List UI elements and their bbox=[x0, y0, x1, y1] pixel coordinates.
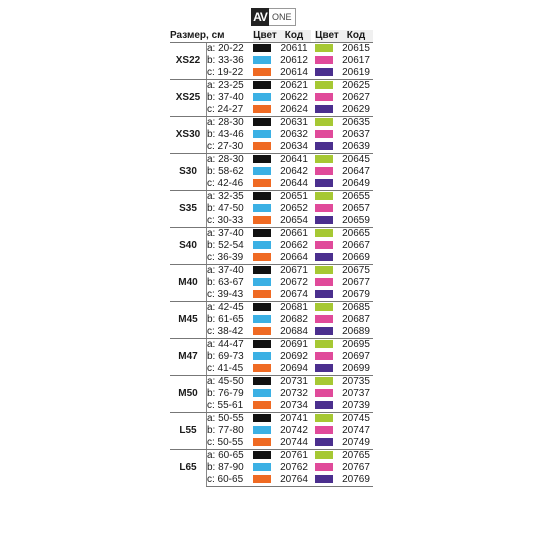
code-cell: 20691 bbox=[277, 339, 311, 352]
purple-swatch bbox=[315, 142, 333, 150]
code-cell: 20764 bbox=[277, 474, 311, 487]
size-name: XS22 bbox=[170, 43, 207, 80]
blue-swatch bbox=[253, 56, 271, 64]
size-range: b: 76-79 bbox=[207, 388, 254, 400]
lime-swatch bbox=[315, 414, 333, 422]
color-cell bbox=[315, 92, 339, 104]
logo-mark: AV bbox=[251, 8, 269, 26]
orange-swatch bbox=[253, 327, 271, 335]
lime-swatch bbox=[315, 377, 333, 385]
code-cell: 20655 bbox=[339, 191, 373, 204]
blue-swatch bbox=[253, 167, 271, 175]
size-name: XS30 bbox=[170, 117, 207, 154]
size-range: c: 38-42 bbox=[207, 326, 254, 339]
size-range: c: 36-39 bbox=[207, 252, 254, 265]
blue-swatch bbox=[253, 426, 271, 434]
code-cell: 20734 bbox=[277, 400, 311, 413]
orange-swatch bbox=[253, 364, 271, 372]
purple-swatch bbox=[315, 290, 333, 298]
size-range: b: 77-80 bbox=[207, 425, 254, 437]
size-name: M50 bbox=[170, 376, 207, 413]
table-row bbox=[170, 117, 373, 130]
code-cell: 20627 bbox=[342, 92, 370, 103]
lime-swatch bbox=[315, 451, 333, 459]
size-range: a: 32-35 bbox=[207, 191, 254, 204]
black-swatch bbox=[253, 414, 271, 422]
color-cell bbox=[253, 203, 277, 215]
color-cell bbox=[253, 92, 277, 104]
pink-swatch bbox=[315, 93, 333, 101]
code-cell: 20647 bbox=[342, 166, 370, 177]
orange-swatch bbox=[253, 401, 271, 409]
purple-swatch bbox=[315, 105, 333, 113]
orange-swatch bbox=[253, 253, 271, 261]
size-range: b: 37-40 bbox=[207, 92, 254, 104]
size-range: a: 20-22 bbox=[207, 43, 254, 56]
color-cell bbox=[253, 413, 277, 426]
lime-swatch bbox=[315, 155, 333, 163]
color-cell bbox=[315, 388, 339, 400]
header-color-1: Цвет bbox=[253, 30, 277, 41]
size-name: M47 bbox=[170, 339, 207, 376]
lime-swatch bbox=[315, 192, 333, 200]
code-cell: 20639 bbox=[339, 141, 373, 154]
code-cell: 20674 bbox=[277, 289, 311, 302]
pink-swatch bbox=[315, 426, 333, 434]
size-name: L55 bbox=[170, 413, 207, 450]
color-cell bbox=[315, 363, 339, 376]
color-cell bbox=[315, 265, 339, 278]
color-cell bbox=[315, 141, 339, 154]
purple-swatch bbox=[315, 253, 333, 261]
header-code-1: Код bbox=[277, 30, 311, 43]
purple-swatch bbox=[315, 216, 333, 224]
code-cell: 20737 bbox=[342, 388, 370, 399]
code-cell: 20671 bbox=[277, 265, 311, 278]
lime-swatch bbox=[315, 44, 333, 52]
table-body bbox=[170, 43, 373, 487]
code-cell: 20684 bbox=[277, 326, 311, 339]
color-cell bbox=[253, 191, 277, 204]
table-row bbox=[170, 339, 373, 352]
orange-swatch bbox=[253, 290, 271, 298]
blue-swatch bbox=[253, 241, 271, 249]
code-cell: 20621 bbox=[277, 80, 311, 93]
size-name: M45 bbox=[170, 302, 207, 339]
size-range: a: 23-25 bbox=[207, 80, 254, 93]
brand-logo bbox=[251, 8, 296, 26]
size-range: b: 63-67 bbox=[207, 277, 254, 289]
size-range: b: 43-46 bbox=[207, 129, 254, 141]
size-range: a: 37-40 bbox=[207, 265, 254, 278]
color-cell bbox=[253, 339, 277, 352]
pink-swatch bbox=[315, 278, 333, 286]
black-swatch bbox=[253, 340, 271, 348]
pink-swatch bbox=[315, 204, 333, 212]
size-range: c: 27-30 bbox=[207, 141, 254, 154]
size-range: c: 39-43 bbox=[207, 289, 254, 302]
color-cell bbox=[253, 141, 277, 154]
pink-swatch bbox=[315, 130, 333, 138]
size-name: M40 bbox=[170, 265, 207, 302]
size-range: a: 42-45 bbox=[207, 302, 254, 315]
size-range: b: 33-36 bbox=[207, 55, 254, 67]
color-cell bbox=[315, 314, 339, 326]
color-cell bbox=[253, 252, 277, 265]
size-range: c: 42-46 bbox=[207, 178, 254, 191]
table-row bbox=[170, 302, 373, 315]
color-cell bbox=[315, 400, 339, 413]
blue-swatch bbox=[253, 352, 271, 360]
color-cell bbox=[253, 289, 277, 302]
code-cell: 20665 bbox=[339, 228, 373, 241]
color-cell bbox=[315, 326, 339, 339]
code-cell: 20652 bbox=[280, 203, 308, 214]
code-cell: 20739 bbox=[339, 400, 373, 413]
code-cell: 20732 bbox=[280, 388, 308, 399]
code-cell: 20634 bbox=[277, 141, 311, 154]
logo-text: ONE bbox=[269, 8, 296, 26]
code-cell: 20659 bbox=[339, 215, 373, 228]
black-swatch bbox=[253, 81, 271, 89]
code-cell: 20687 bbox=[342, 314, 370, 325]
color-cell bbox=[253, 117, 277, 130]
code-cell: 20649 bbox=[339, 178, 373, 191]
color-cell bbox=[315, 43, 339, 56]
pink-swatch bbox=[315, 56, 333, 64]
code-cell: 20624 bbox=[277, 104, 311, 117]
code-cell: 20697 bbox=[342, 351, 370, 362]
code-cell: 20679 bbox=[339, 289, 373, 302]
code-cell: 20742 bbox=[280, 425, 308, 436]
blue-swatch bbox=[253, 93, 271, 101]
code-cell: 20654 bbox=[277, 215, 311, 228]
size-name: S30 bbox=[170, 154, 207, 191]
color-cell bbox=[253, 400, 277, 413]
code-cell: 20675 bbox=[339, 265, 373, 278]
code-cell: 20662 bbox=[280, 240, 308, 251]
orange-swatch bbox=[253, 216, 271, 224]
code-cell: 20641 bbox=[277, 154, 311, 167]
color-cell bbox=[315, 474, 339, 487]
code-cell: 20632 bbox=[280, 129, 308, 140]
black-swatch bbox=[253, 266, 271, 274]
orange-swatch bbox=[253, 475, 271, 483]
size-range: b: 58-62 bbox=[207, 166, 254, 178]
size-range: c: 55-61 bbox=[207, 400, 254, 413]
size-name: XS25 bbox=[170, 80, 207, 117]
code-cell: 20692 bbox=[280, 351, 308, 362]
code-cell: 20677 bbox=[342, 277, 370, 288]
color-cell bbox=[253, 178, 277, 191]
color-cell bbox=[315, 252, 339, 265]
color-cell bbox=[253, 376, 277, 389]
size-range: a: 44-47 bbox=[207, 339, 254, 352]
size-range: b: 87-90 bbox=[207, 462, 254, 474]
color-cell bbox=[253, 450, 277, 463]
table-row bbox=[170, 80, 373, 93]
color-cell bbox=[315, 203, 339, 215]
color-cell bbox=[315, 55, 339, 67]
color-cell bbox=[315, 240, 339, 252]
black-swatch bbox=[253, 451, 271, 459]
code-cell: 20614 bbox=[277, 67, 311, 80]
orange-swatch bbox=[253, 142, 271, 150]
color-cell bbox=[315, 228, 339, 241]
code-cell: 20731 bbox=[277, 376, 311, 389]
pink-swatch bbox=[315, 241, 333, 249]
color-cell bbox=[315, 129, 339, 141]
pink-swatch bbox=[315, 167, 333, 175]
color-cell bbox=[315, 178, 339, 191]
size-name: L65 bbox=[170, 450, 207, 487]
color-cell bbox=[253, 129, 277, 141]
purple-swatch bbox=[315, 68, 333, 76]
table-row bbox=[170, 450, 373, 463]
pink-swatch bbox=[315, 352, 333, 360]
purple-swatch bbox=[315, 327, 333, 335]
code-cell: 20661 bbox=[277, 228, 311, 241]
size-range: a: 28-30 bbox=[207, 154, 254, 167]
size-range: c: 60-65 bbox=[207, 474, 254, 487]
code-cell: 20672 bbox=[280, 277, 308, 288]
color-cell bbox=[315, 117, 339, 130]
orange-swatch bbox=[253, 68, 271, 76]
size-range: a: 45-50 bbox=[207, 376, 254, 389]
black-swatch bbox=[253, 44, 271, 52]
code-cell: 20612 bbox=[280, 55, 308, 66]
code-cell: 20629 bbox=[339, 104, 373, 117]
purple-swatch bbox=[315, 364, 333, 372]
color-cell bbox=[253, 462, 277, 474]
color-cell bbox=[253, 437, 277, 450]
lime-swatch bbox=[315, 303, 333, 311]
code-cell: 20695 bbox=[339, 339, 373, 352]
table-row bbox=[170, 228, 373, 241]
code-cell: 20761 bbox=[277, 450, 311, 463]
code-cell: 20622 bbox=[280, 92, 308, 103]
header-color-2: Цвет bbox=[315, 30, 339, 41]
size-range: b: 47-50 bbox=[207, 203, 254, 215]
code-cell: 20682 bbox=[280, 314, 308, 325]
table-row bbox=[170, 154, 373, 167]
purple-swatch bbox=[315, 438, 333, 446]
color-cell bbox=[253, 388, 277, 400]
color-cell bbox=[315, 80, 339, 93]
code-cell: 20635 bbox=[339, 117, 373, 130]
code-cell: 20651 bbox=[277, 191, 311, 204]
lime-swatch bbox=[315, 340, 333, 348]
code-cell: 20617 bbox=[342, 55, 370, 66]
color-cell bbox=[253, 55, 277, 67]
code-cell: 20611 bbox=[277, 43, 311, 56]
code-cell: 20694 bbox=[277, 363, 311, 376]
code-cell: 20744 bbox=[277, 437, 311, 450]
size-range: a: 50-55 bbox=[207, 413, 254, 426]
color-cell bbox=[315, 277, 339, 289]
purple-swatch bbox=[315, 179, 333, 187]
size-name: S40 bbox=[170, 228, 207, 265]
color-cell bbox=[253, 314, 277, 326]
color-cell bbox=[253, 67, 277, 80]
orange-swatch bbox=[253, 438, 271, 446]
color-cell bbox=[315, 191, 339, 204]
blue-swatch bbox=[253, 278, 271, 286]
code-cell: 20745 bbox=[339, 413, 373, 426]
table-row bbox=[170, 43, 373, 56]
code-cell: 20699 bbox=[339, 363, 373, 376]
size-name: S35 bbox=[170, 191, 207, 228]
size-range: b: 61-65 bbox=[207, 314, 254, 326]
color-cell bbox=[253, 265, 277, 278]
code-cell: 20765 bbox=[339, 450, 373, 463]
code-cell: 20619 bbox=[339, 67, 373, 80]
size-range: c: 30-33 bbox=[207, 215, 254, 228]
table-row bbox=[170, 413, 373, 426]
code-cell: 20735 bbox=[339, 376, 373, 389]
lime-swatch bbox=[315, 229, 333, 237]
size-table bbox=[170, 30, 373, 487]
code-cell: 20685 bbox=[339, 302, 373, 315]
size-range: a: 60-65 bbox=[207, 450, 254, 463]
table-row bbox=[170, 191, 373, 204]
color-cell bbox=[315, 154, 339, 167]
lime-swatch bbox=[315, 118, 333, 126]
code-cell: 20615 bbox=[339, 43, 373, 56]
size-range: b: 52-54 bbox=[207, 240, 254, 252]
color-cell bbox=[253, 326, 277, 339]
color-cell bbox=[315, 413, 339, 426]
pink-swatch bbox=[315, 315, 333, 323]
color-cell bbox=[315, 215, 339, 228]
pink-swatch bbox=[315, 463, 333, 471]
orange-swatch bbox=[253, 179, 271, 187]
code-cell: 20747 bbox=[342, 425, 370, 436]
color-cell bbox=[253, 240, 277, 252]
blue-swatch bbox=[253, 204, 271, 212]
purple-swatch bbox=[315, 401, 333, 409]
color-cell bbox=[315, 166, 339, 178]
size-range: a: 28-30 bbox=[207, 117, 254, 130]
code-cell: 20669 bbox=[339, 252, 373, 265]
black-swatch bbox=[253, 229, 271, 237]
color-cell bbox=[253, 351, 277, 363]
size-range: b: 69-73 bbox=[207, 351, 254, 363]
code-cell: 20667 bbox=[342, 240, 370, 251]
color-cell bbox=[315, 289, 339, 302]
color-cell bbox=[315, 450, 339, 463]
color-cell bbox=[253, 166, 277, 178]
code-cell: 20642 bbox=[280, 166, 308, 177]
color-cell bbox=[253, 43, 277, 56]
code-cell: 20769 bbox=[339, 474, 373, 487]
code-cell: 20645 bbox=[339, 154, 373, 167]
size-range: c: 41-45 bbox=[207, 363, 254, 376]
color-cell bbox=[253, 277, 277, 289]
code-cell: 20749 bbox=[339, 437, 373, 450]
table-row bbox=[170, 265, 373, 278]
code-cell: 20644 bbox=[277, 178, 311, 191]
color-cell bbox=[315, 339, 339, 352]
black-swatch bbox=[253, 192, 271, 200]
code-cell: 20657 bbox=[342, 203, 370, 214]
size-range: c: 24-27 bbox=[207, 104, 254, 117]
color-cell bbox=[253, 425, 277, 437]
blue-swatch bbox=[253, 463, 271, 471]
color-cell bbox=[315, 104, 339, 117]
code-cell: 20664 bbox=[277, 252, 311, 265]
code-cell: 20762 bbox=[280, 462, 308, 473]
color-cell bbox=[253, 104, 277, 117]
blue-swatch bbox=[253, 130, 271, 138]
color-cell bbox=[253, 363, 277, 376]
color-cell bbox=[253, 228, 277, 241]
color-cell bbox=[315, 302, 339, 315]
color-cell bbox=[315, 462, 339, 474]
black-swatch bbox=[253, 377, 271, 385]
header-code-2: Код bbox=[339, 30, 373, 43]
color-cell bbox=[253, 80, 277, 93]
color-cell bbox=[253, 215, 277, 228]
header-size: Размер, см bbox=[170, 30, 253, 43]
code-cell: 20625 bbox=[339, 80, 373, 93]
purple-swatch bbox=[315, 475, 333, 483]
code-cell: 20767 bbox=[342, 462, 370, 473]
code-cell: 20681 bbox=[277, 302, 311, 315]
color-cell bbox=[315, 425, 339, 437]
color-cell bbox=[315, 351, 339, 363]
black-swatch bbox=[253, 118, 271, 126]
table-header-row bbox=[170, 30, 373, 43]
code-cell: 20631 bbox=[277, 117, 311, 130]
table-row bbox=[170, 376, 373, 389]
color-cell bbox=[253, 302, 277, 315]
code-cell: 20637 bbox=[342, 129, 370, 140]
black-swatch bbox=[253, 155, 271, 163]
orange-swatch bbox=[253, 105, 271, 113]
color-cell bbox=[253, 474, 277, 487]
size-range: c: 19-22 bbox=[207, 67, 254, 80]
pink-swatch bbox=[315, 389, 333, 397]
color-cell bbox=[253, 154, 277, 167]
size-range: c: 50-55 bbox=[207, 437, 254, 450]
color-cell bbox=[315, 376, 339, 389]
black-swatch bbox=[253, 303, 271, 311]
code-cell: 20689 bbox=[339, 326, 373, 339]
blue-swatch bbox=[253, 315, 271, 323]
lime-swatch bbox=[315, 266, 333, 274]
blue-swatch bbox=[253, 389, 271, 397]
code-cell: 20741 bbox=[277, 413, 311, 426]
color-cell bbox=[315, 437, 339, 450]
size-range: a: 37-40 bbox=[207, 228, 254, 241]
color-cell bbox=[315, 67, 339, 80]
lime-swatch bbox=[315, 81, 333, 89]
